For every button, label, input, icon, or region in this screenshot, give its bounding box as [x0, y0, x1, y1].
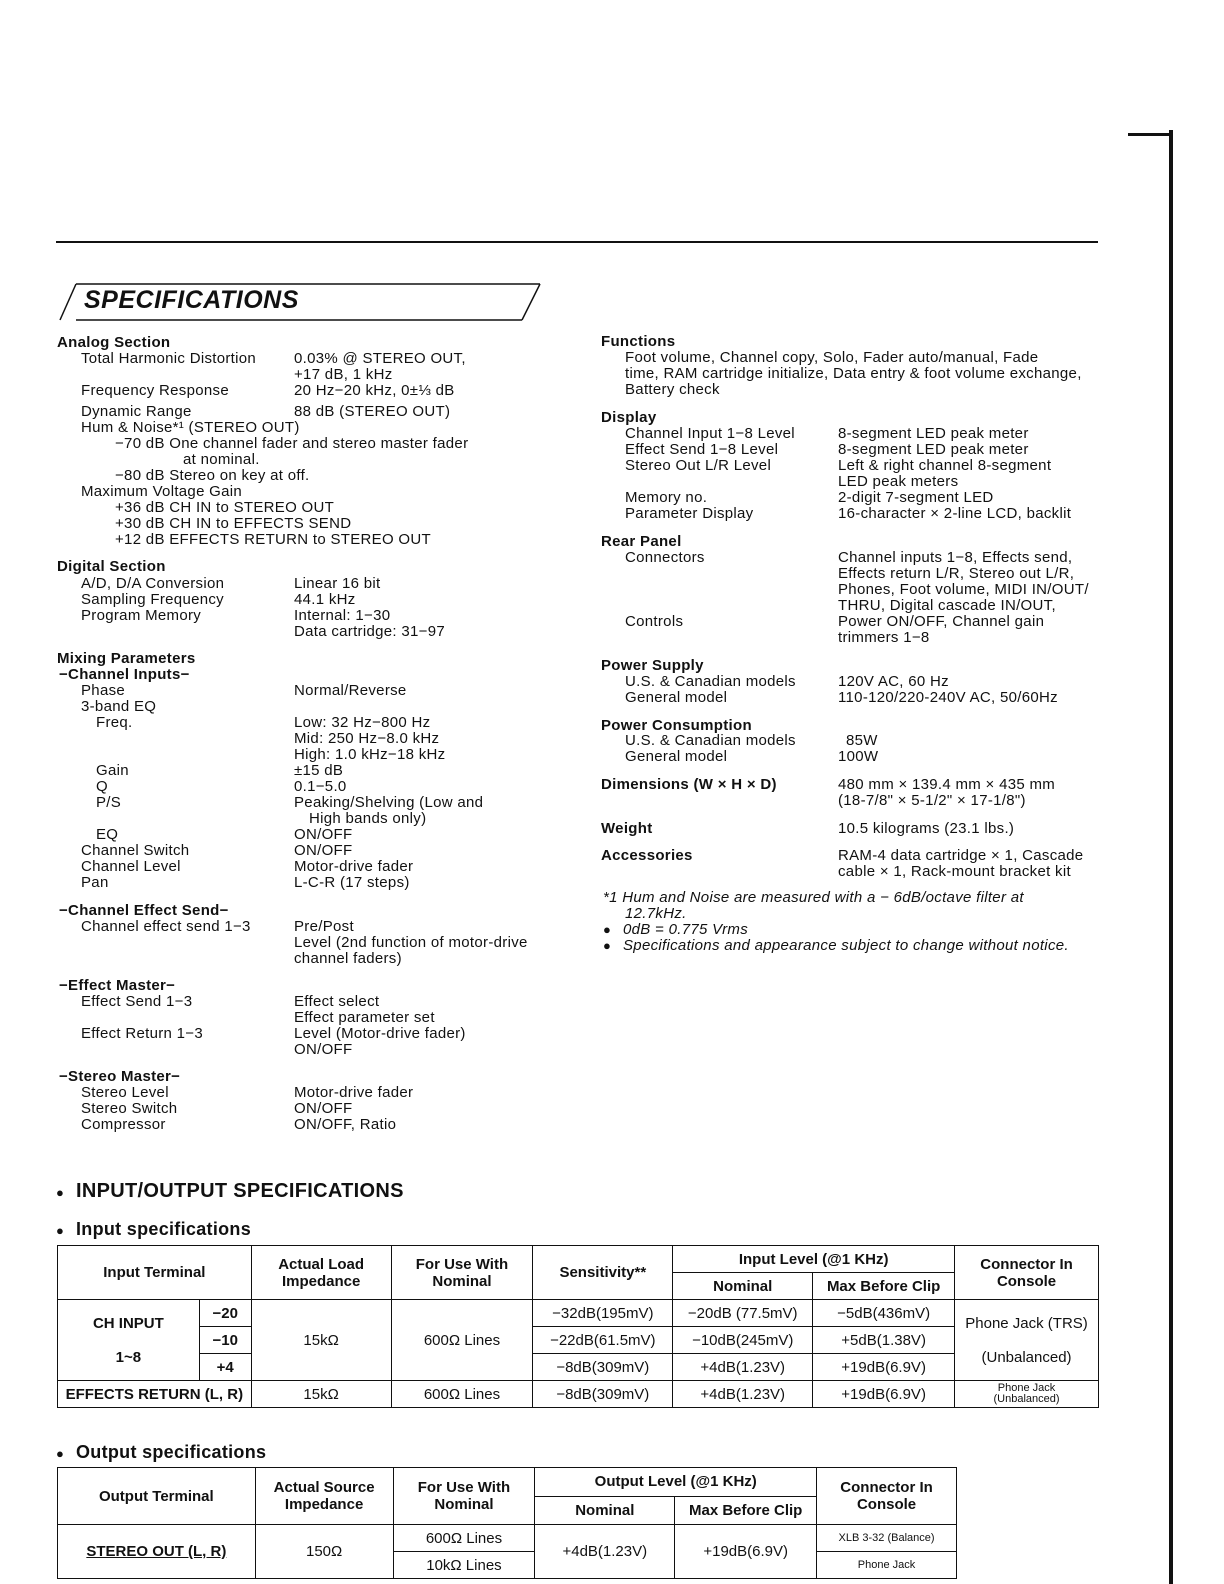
- power-supply-heading: Power Supply: [601, 657, 704, 674]
- eq-freq-high: High: 1.0 kHz−18 kHz: [294, 746, 446, 763]
- so-impedance-cell: 150Ω: [255, 1525, 393, 1579]
- sensitivity-cell: −32dB(195mV): [533, 1300, 673, 1327]
- gain-cell: +4: [199, 1354, 251, 1381]
- pm-value: Internal: 1−30: [294, 607, 391, 624]
- ces-label: Channel effect send 1−3: [81, 918, 251, 935]
- out-header-max-clip: Max Before Clip: [675, 1496, 817, 1525]
- top-rule: [56, 241, 1098, 243]
- eq-q-label: Q: [96, 778, 108, 795]
- functions-line-1: Foot volume, Channel copy, Solo, Fader auto/manual, Fade: [625, 349, 1039, 366]
- er-label: Effect Return 1−3: [81, 1025, 203, 1042]
- gain-cell: −20: [199, 1300, 251, 1327]
- eq-ps-value-2: High bands only): [309, 810, 427, 827]
- header-load-1: Actual Load: [278, 1255, 365, 1273]
- ps-gen-label: General model: [625, 689, 728, 706]
- hum-line-1: −70 dB One channel fader and stereo master fader: [115, 435, 469, 452]
- gain-line-3: +12 dB EFFECTS RETURN to STEREO OUT: [115, 531, 431, 548]
- chlv-label: Channel Level: [81, 858, 181, 875]
- functions-line-3: Battery check: [625, 381, 720, 398]
- eq-ps-label: P/S: [96, 794, 122, 811]
- out-header-connector: [817, 1468, 957, 1525]
- header-connector-2: Console: [996, 1272, 1057, 1290]
- channel-inputs-heading: −Channel Inputs−: [59, 666, 190, 683]
- em-heading: −Effect Master−: [59, 977, 176, 994]
- header-max-clip: Max Before Clip: [813, 1273, 955, 1300]
- right-edge-tick: [1128, 133, 1172, 136]
- connector-cell: [955, 1300, 1099, 1381]
- output-table: [57, 1467, 957, 1579]
- so-connector-cell: XLB 3-32 (Balance): [817, 1525, 957, 1552]
- max-clip-cell: +19dB(6.9V): [813, 1354, 955, 1381]
- eq-switch-label: EQ: [96, 826, 119, 843]
- out-header-nominal: Nominal: [535, 1496, 675, 1525]
- table-row: [58, 1300, 1099, 1327]
- sf-value: 44.1 kHz: [294, 591, 356, 608]
- er-value: Level (Motor-drive fader): [294, 1025, 466, 1042]
- ces-value-3: channel faders): [294, 950, 402, 967]
- header-load-2: Impedance: [281, 1272, 361, 1290]
- display-2-value: 8-segment LED peak meter: [838, 441, 1029, 458]
- er-connector-2: (Unbalanced): [993, 1393, 1060, 1405]
- display-5-value: 16-character × 2-line LCD, backlit: [838, 505, 1072, 522]
- connectors-line-2: Effects return L/R, Stereo out L/R,: [838, 565, 1075, 582]
- out-header-source-1: Actual Source: [273, 1479, 375, 1496]
- display-4-value: 2-digit 7-segment LED: [838, 489, 994, 506]
- dimensions-value: 480 mm × 139.4 mm × 435 mm: [838, 776, 1056, 793]
- accessories-heading: Accessories: [601, 847, 693, 864]
- er-connector-cell: [955, 1381, 1099, 1408]
- eq-freq-low: Low: 32 Hz−800 Hz: [294, 714, 431, 731]
- ps-gen-value: 110-120/220-240V AC, 50/60Hz: [838, 689, 1058, 706]
- connectors-line-3: Phones, Foot volume, MIDI IN/OUT/: [838, 581, 1089, 598]
- note-hum: *1 Hum and Noise are measured with a − 6dB/octave filter at: [603, 889, 1024, 906]
- pc-us-label: U.S. & Canadian models: [625, 732, 796, 749]
- accessories-value-2: cable × 1, Rack-mount bracket kit: [838, 863, 1071, 880]
- out-header-use-1: For Use With: [417, 1479, 511, 1496]
- out-header-use-2: Nominal: [434, 1496, 494, 1513]
- functions-heading: Functions: [601, 333, 676, 350]
- pan-label: Pan: [81, 874, 109, 891]
- nominal-cell: +4dB(1.23V): [673, 1354, 813, 1381]
- input-table: [57, 1245, 1099, 1408]
- header-use-2: Nominal: [432, 1272, 492, 1290]
- connector-cell-1: Phone Jack (TRS): [965, 1314, 1088, 1332]
- display-2-label: Effect Send 1−8 Level: [625, 441, 779, 458]
- er-sensitivity-cell: −8dB(309mV): [533, 1381, 673, 1408]
- hum-line-2: −80 dB Stereo on key at off.: [115, 467, 310, 484]
- max-clip-cell: −5dB(436mV): [813, 1300, 955, 1327]
- es-value: Effect select: [294, 993, 380, 1010]
- er-value-2: ON/OFF: [294, 1041, 353, 1058]
- ces-value: Pre/Post: [294, 918, 354, 935]
- header-use: [391, 1246, 533, 1300]
- pc-gen-label: General model: [625, 748, 728, 765]
- er-connector-1: Phone Jack: [997, 1382, 1056, 1394]
- input-heading: ● Input specifications: [56, 1219, 251, 1241]
- freq-value: 20 Hz−20 kHz, 0±⅓ dB: [294, 382, 455, 399]
- out-header-use: [393, 1468, 535, 1525]
- pc-gen-value: 100W: [838, 748, 879, 765]
- eq-q-value: 0.1−5.0: [294, 778, 347, 795]
- gain-line-2: +30 dB CH IN to EFFECTS SEND: [115, 515, 352, 532]
- so-connector-cell-2: Phone Jack: [817, 1552, 957, 1579]
- table-row: [58, 1525, 957, 1552]
- hum-label: Hum & Noise*¹ (STEREO OUT): [81, 419, 300, 436]
- display-1-label: Channel Input 1−8 Level: [625, 425, 795, 442]
- use-cell: 600Ω Lines: [391, 1300, 533, 1381]
- display-4-label: Memory no.: [625, 489, 708, 506]
- dimensions-heading: Dimensions (W × H × D): [601, 776, 777, 793]
- so-use-cell-2: 10kΩ Lines: [393, 1552, 535, 1579]
- table-row: [58, 1468, 957, 1497]
- weight-value: 10.5 kilograms (23.1 lbs.): [838, 820, 1015, 837]
- dyn-label: Dynamic Range: [81, 403, 192, 420]
- ad-value: Linear 16 bit: [294, 575, 381, 592]
- header-load: [251, 1246, 391, 1300]
- ps-us-label: U.S. & Canadian models: [625, 673, 796, 690]
- freq-label: Frequency Response: [81, 382, 229, 399]
- controls-label: Controls: [625, 613, 684, 630]
- eq-ps-value: Peaking/Shelving (Low and: [294, 794, 484, 811]
- out-header-connector-2: Console: [856, 1496, 917, 1513]
- stereo-out-cell: STEREO OUT (L, R): [58, 1525, 256, 1579]
- phase-value: Normal/Reverse: [294, 682, 407, 699]
- rear-heading: Rear Panel: [601, 533, 682, 550]
- eq-label: 3-band EQ: [81, 698, 157, 715]
- er-impedance-cell: 15kΩ: [251, 1381, 391, 1408]
- eq-freq-mid: Mid: 250 Hz−8.0 kHz: [294, 730, 440, 747]
- display-1-value: 8-segment LED peak meter: [838, 425, 1029, 442]
- weight-heading: Weight: [601, 820, 653, 837]
- chsw-label: Channel Switch: [81, 842, 190, 859]
- right-edge-bar: [1169, 130, 1173, 1584]
- pc-us-value: 85W: [846, 732, 878, 749]
- mixing-heading: Mixing Parameters: [57, 650, 196, 667]
- display-3-value: Left & right channel 8-segment: [838, 457, 1052, 474]
- table-row: [58, 1327, 1099, 1354]
- comp-value: ON/OFF, Ratio: [294, 1116, 397, 1133]
- er-use-cell: 600Ω Lines: [391, 1381, 533, 1408]
- chlv-value: Motor-drive fader: [294, 858, 414, 875]
- out-header-terminal: Output Terminal: [58, 1468, 256, 1525]
- connector-cell-2: (Unbalanced): [981, 1348, 1072, 1366]
- impedance-cell: 15kΩ: [251, 1300, 391, 1381]
- header-terminal: Input Terminal: [58, 1246, 252, 1300]
- so-use-cell: 600Ω Lines: [393, 1525, 535, 1552]
- display-3-value-2: LED peak meters: [838, 473, 959, 490]
- functions-line-2: time, RAM cartridge initialize, Data entry & foot volume exchange,: [625, 365, 1082, 382]
- pm-value-2: Data cartridge: 31−97: [294, 623, 445, 640]
- er-nominal-cell: +4dB(1.23V): [673, 1381, 813, 1408]
- analog-heading: Analog Section: [57, 334, 171, 351]
- dimensions-value-2: (18-7/8" × 5-1/2" × 17-1/8"): [838, 792, 1026, 809]
- phase-label: Phase: [81, 682, 126, 699]
- sl-value: Motor-drive fader: [294, 1084, 414, 1101]
- effects-return-cell: EFFECTS RETURN (L, R): [58, 1381, 252, 1408]
- display-5-label: Parameter Display: [625, 505, 754, 522]
- gain-line-1: +36 dB CH IN to STEREO OUT: [115, 499, 335, 516]
- page-title: SPECIFICATIONS: [84, 286, 299, 314]
- out-header-source: [255, 1468, 393, 1525]
- note-hum-2: 12.7kHz.: [625, 905, 687, 922]
- header-sensitivity: Sensitivity**: [533, 1246, 673, 1300]
- chsw-value: ON/OFF: [294, 842, 353, 859]
- note-change: ● Specifications and appearance subject to change without notice.: [603, 938, 1069, 954]
- pan-value: L-C-R (17 steps): [294, 874, 410, 891]
- ps-us-value: 120V AC, 60 Hz: [838, 673, 949, 690]
- table-row: [58, 1246, 1099, 1273]
- ad-label: A/D, D/A Conversion: [81, 575, 225, 592]
- connectors-line-1: Channel inputs 1−8, Effects send,: [838, 549, 1073, 566]
- connectors-label: Connectors: [625, 549, 705, 566]
- so-nominal-cell: +4dB(1.23V): [535, 1525, 675, 1579]
- ss-label: Stereo Switch: [81, 1100, 178, 1117]
- sm-heading: −Stereo Master−: [59, 1068, 181, 1085]
- pm-label: Program Memory: [81, 607, 202, 624]
- dyn-value: 88 dB (STEREO OUT): [294, 403, 451, 420]
- controls-line-1: Power ON/OFF, Channel gain: [838, 613, 1045, 630]
- es-value-2: Effect parameter set: [294, 1009, 435, 1026]
- max-clip-cell: +5dB(1.38V): [813, 1327, 955, 1354]
- out-header-level: Output Level (@1 KHz): [535, 1468, 817, 1497]
- eq-switch-value: ON/OFF: [294, 826, 353, 843]
- header-use-1: For Use With: [415, 1255, 509, 1273]
- gain-cell: −10: [199, 1327, 251, 1354]
- out-header-source-2: Impedance: [284, 1496, 364, 1513]
- accessories-value: RAM-4 data cartridge × 1, Cascade: [838, 847, 1084, 864]
- eq-gain-value: ±15 dB: [294, 762, 344, 779]
- sensitivity-cell: −8dB(309mV): [533, 1354, 673, 1381]
- sf-label: Sampling Frequency: [81, 591, 224, 608]
- ces-heading: −Channel Effect Send−: [59, 902, 229, 919]
- power-consumption-heading: Power Consumption: [601, 717, 752, 734]
- header-nominal: Nominal: [673, 1273, 813, 1300]
- hum-line-1b: at nominal.: [183, 451, 260, 468]
- table-row: [58, 1381, 1099, 1408]
- connectors-line-4: THRU, Digital cascade IN/OUT,: [838, 597, 1056, 614]
- display-3-label: Stereo Out L/R Level: [625, 457, 772, 474]
- table-row: [58, 1354, 1099, 1381]
- sl-label: Stereo Level: [81, 1084, 169, 1101]
- es-label: Effect Send 1−3: [81, 993, 193, 1010]
- ss-value: ON/OFF: [294, 1100, 353, 1117]
- ces-value-2: Level (2nd function of motor-drive: [294, 934, 528, 951]
- note-0db: ● 0dB = 0.775 Vrms: [603, 922, 748, 938]
- header-input-level: Input Level (@1 KHz): [673, 1246, 955, 1273]
- header-connector: [955, 1246, 1099, 1300]
- sensitivity-cell: −22dB(61.5mV): [533, 1327, 673, 1354]
- ch-input-2: 1~8: [115, 1348, 142, 1366]
- header-connector-1: Connector In: [980, 1255, 1073, 1273]
- ch-input-1: CH INPUT: [92, 1314, 164, 1332]
- thd-value: 0.03% @ STEREO OUT,: [294, 350, 466, 367]
- comp-label: Compressor: [81, 1116, 166, 1133]
- digital-heading: Digital Section: [57, 558, 166, 575]
- gain-label: Maximum Voltage Gain: [81, 483, 243, 500]
- out-header-connector-1: Connector In: [840, 1479, 933, 1496]
- controls-line-2: trimmers 1−8: [838, 629, 930, 646]
- er-max-clip-cell: +19dB(6.9V): [813, 1381, 955, 1408]
- eq-freq-label: Freq.: [96, 714, 133, 731]
- thd-value-2: +17 dB, 1 kHz: [294, 366, 393, 383]
- display-heading: Display: [601, 409, 657, 426]
- output-heading: ● Output specifications: [56, 1442, 266, 1464]
- nominal-cell: −20dB (77.5mV): [673, 1300, 813, 1327]
- so-max-clip-cell: +19dB(6.9V): [675, 1525, 817, 1579]
- thd-label: Total Harmonic Distortion: [81, 350, 257, 367]
- ch-input-cell: [58, 1300, 200, 1381]
- eq-gain-label: Gain: [96, 762, 129, 779]
- nominal-cell: −10dB(245mV): [673, 1327, 813, 1354]
- io-heading: ● INPUT/OUTPUT SPECIFICATIONS: [56, 1180, 404, 1204]
